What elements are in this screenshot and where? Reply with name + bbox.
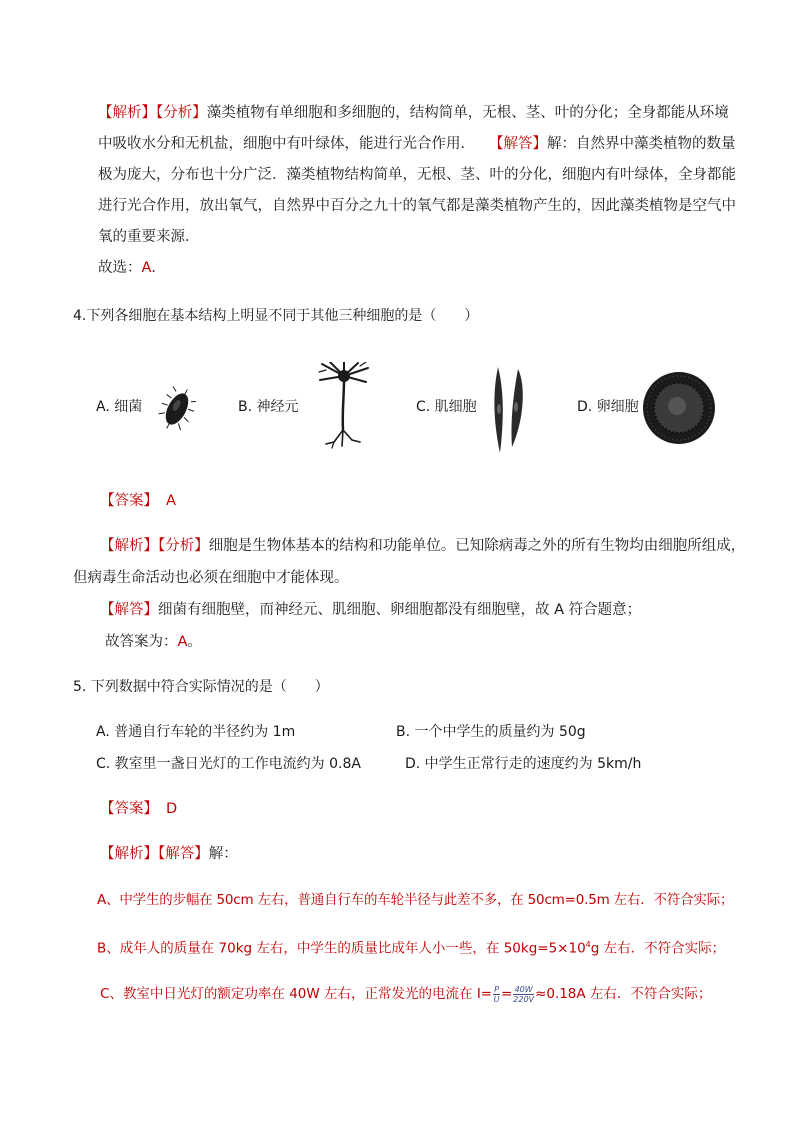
- q5-option-d: D. 中学生正常行走的速度约为 5km/h: [405, 756, 642, 772]
- q5-answer: 【答案】 D: [100, 801, 178, 817]
- q5-explain-a: A、中学生的步幅在 50cm 左右，普通自行车的车轮半径与此差不多，在 50cm=0.5m 左右．不符合实际；: [97, 892, 734, 908]
- q5-option-a: A. 普通自行车轮的半径约为 1m: [96, 724, 296, 740]
- neuron-image: [316, 362, 372, 452]
- q4-option-a: A. 细菌: [96, 399, 143, 415]
- q4-answer: 【答案】 A: [100, 493, 176, 509]
- q4-option-d: D. 卵细胞: [577, 399, 639, 415]
- q4-analysis-line2: 但病毒生命活动也必须在细胞中才能体现。: [73, 570, 349, 586]
- q3-line3: 极为庞大，分布也十分广泛．藻类植物结构简单，无根、茎、叶的分化，细胞内有叶绿体，全身都能: [98, 167, 736, 183]
- q5-question: 5. 下列数据中符合实际情况的是（ ）: [73, 679, 329, 695]
- q4-question: 4.下列各细胞在基本结构上明显不同于其他三种细胞的是（ ）: [73, 308, 479, 324]
- q5-analysis: 【解析】【解答】解：: [100, 846, 238, 862]
- q5-explain-b: B、成年人的质量在 70kg 左右，中学生的质量比成年人小一些，在 $50kg=5\times 10^4g$ 左右．不符合实际；: [97, 940, 726, 957]
- answer-tag: 【解答】: [489, 136, 547, 152]
- q5-option-b: B. 一个中学生的质量约为 50g: [396, 724, 586, 740]
- egg-cell-image: [641, 370, 717, 446]
- answer-tag: 【答案】: [100, 493, 158, 509]
- q3-line4: 进行光合作用，放出氧气，自然界中百分之九十的氧气都是藻类植物产生的，因此藻类植物是空气中: [98, 198, 736, 214]
- bacterium-image: [158, 384, 196, 434]
- analysis-tag: 【解析】【解答】: [100, 846, 209, 862]
- q4-option-c: C. 肌细胞: [416, 399, 477, 415]
- formula-fraction-pu: $\frac{P}{U}$: [493, 984, 500, 1004]
- q3-choice: 故选：A．: [98, 260, 166, 276]
- q3-analysis-line2: 中吸收水分和无机盐，细胞中有叶绿体，能进行光合作用． 【解答】解：自然界中藻类植物的数量: [98, 136, 736, 152]
- q3-line5: 氧的重要来源．: [98, 229, 200, 245]
- q3-analysis-line1: 【解析】【分析】藻类植物有单细胞和多细胞的，结构简单，无根、茎、叶的分化；全身都能从环境: [98, 105, 729, 121]
- analysis-tag: 【解析】【分析】: [100, 538, 209, 554]
- q4-solve: 【解答】细菌有细胞壁，而神经元、肌细胞、卵细胞都没有细胞壁，故 A 符合题意；: [100, 602, 642, 618]
- q5-explain-c: C、教室中日光灯的额定功率在 40W 左右，正常发光的电流在 I= $\frac{P}{U}$ = $\frac{40W}{220V}$ ≈0.18A 左右．不符合实际；: [100, 984, 712, 1004]
- analysis-tag: 【解析】【分析】: [98, 105, 207, 121]
- solve-tag: 【解答】: [100, 602, 158, 618]
- q5-option-c: C. 教室里一盏日光灯的工作电流约为 0.8A: [96, 756, 361, 772]
- q4-result: 故答案为：A。: [105, 634, 202, 650]
- muscle-cell-image: [488, 365, 532, 455]
- q4-option-b: B. 神经元: [238, 399, 299, 415]
- answer-tag: 【答案】: [100, 801, 158, 817]
- formula-fraction-values: $\frac{40W}{220V}$: [513, 984, 535, 1004]
- q4-analysis-line1: 【解析】【分析】细胞是生物体基本的结构和功能单位。已知除病毒之外的所有生物均由细胞所组成，: [100, 538, 746, 554]
